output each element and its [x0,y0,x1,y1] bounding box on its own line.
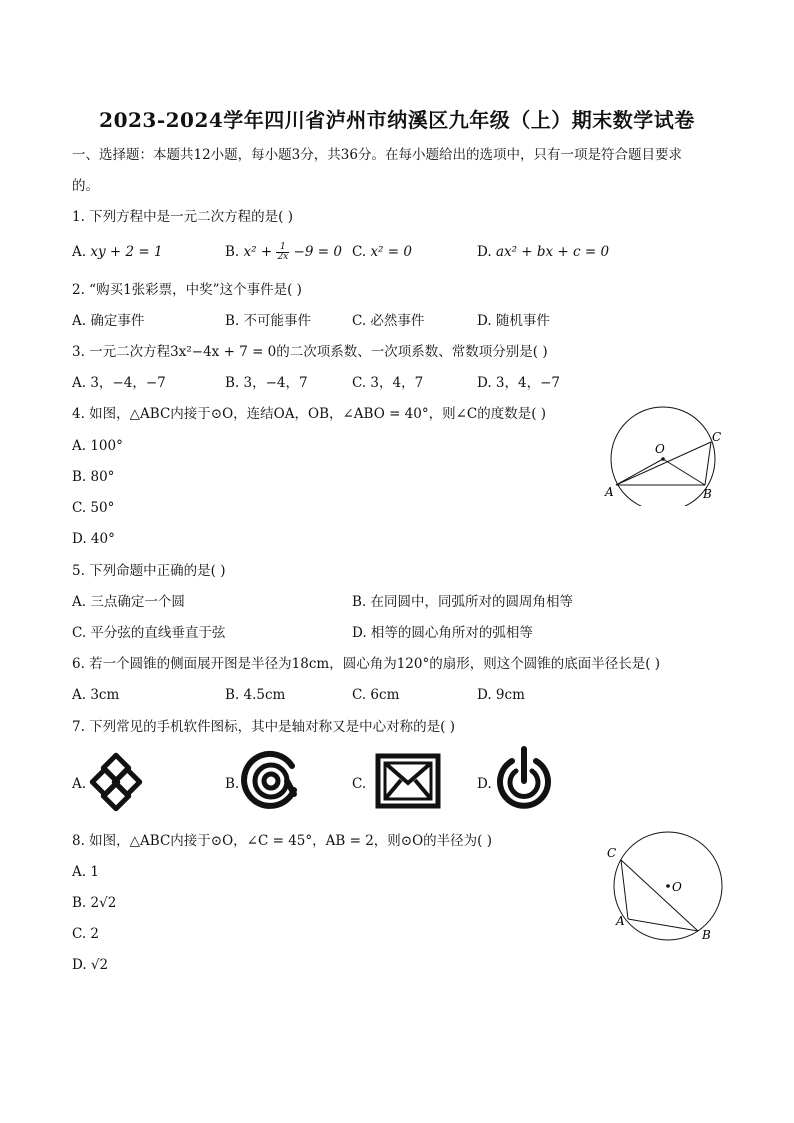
label-o: O [655,442,665,456]
diamond-grid-icon [88,752,144,812]
question-4-option-b: B. 80° [72,469,115,485]
center-point [666,884,670,888]
question-4-stem: 4. 如图，△ABC内接于⊙O，连结OA，OB，∠ABO = 40°，则∠C的度数是( ) [72,406,547,422]
question-6-stem: 6. 若一个圆锥的侧面展开图是半径为18cm，圆心角为120°的扇形，则这个圆锥的底面半径长是( ) [72,656,661,672]
at-sign-icon [240,750,302,812]
question-8-option-b: B. 2√2 [72,895,117,911]
question-2-option-d: D. 随机事件 [477,313,550,329]
label-o: O [672,880,682,894]
question-7-option-a-label: A. [72,776,87,792]
question-8-figure [600,825,730,945]
label-a: A [605,485,614,499]
question-5-option-b: B. 在同圆中，同弧所对的圆周角相等 [352,594,574,610]
circle-o [611,407,715,506]
question-1-option-d: D. ax² + bx + c = 0 [477,244,610,260]
segment-ob [663,459,705,485]
segment-oa [616,459,663,485]
question-3-stem: 3. 一元二次方程3x²−4x + 7 = 0的二次项系数、一次项系数、常数项分别是( ) [72,344,548,360]
question-4-option-c: C. 50° [72,500,115,516]
question-6-option-b: B. 4.5cm [225,687,286,703]
fraction: $\frac{1}{2x}$ [277,242,289,262]
question-1-stem: 1. 下列方程中是一元二次方程的是( ) [72,209,293,225]
question-7-option-d-label: D. [477,776,492,792]
question-2-stem: 2. “购买1张彩票，中奖”这个事件是( ) [72,282,302,298]
question-4-figure [598,406,730,506]
label-b: B [703,487,712,501]
question-3-option-d: D. 3，4，−7 [477,375,561,391]
question-6-option-c: C. 6cm [352,687,400,703]
power-icon [494,745,554,813]
question-7-option-b-label: B. [225,776,240,792]
question-8-option-a: A. 1 [72,864,99,880]
section-heading-line2: 的。 [72,178,99,194]
label-c: C [712,430,722,444]
question-4-option-d: D. 40° [72,531,115,547]
question-8-stem: 8. 如图，△ABC内接于⊙O，∠C = 45°，AB = 2，则⊙O的半径为( ) [72,833,493,849]
center-point [661,457,665,461]
question-8-option-c: C. 2 [72,926,100,942]
question-4-option-a: A. 100° [72,438,123,454]
label-a: A [616,914,625,928]
label-b: B [702,928,711,942]
question-3-option-a: A. 3，−4，−7 [72,375,166,391]
envelope-icon [374,752,442,810]
question-5-option-c: C. 平分弦的直线垂直于弦 [72,625,226,641]
question-3-option-c: C. 3，4，7 [352,375,424,391]
question-2-option-a: A. 确定事件 [72,313,145,329]
question-6-option-a: A. 3cm [72,687,120,703]
question-3-option-b: B. 3，−4，7 [225,375,308,391]
section-heading-line1: 一、选择题：本题共12小题，每小题3分，共36分。在每小题给出的选项中，只有一项是符合题目要求 [72,147,682,163]
segment-bc [705,442,711,485]
question-2-option-c: C. 必然事件 [352,313,425,329]
page-title: 2023-2024学年四川省泸州市纳溪区九年级（上）期末数学试卷 [99,108,695,132]
segment-cb [621,860,698,931]
question-5-stem: 5. 下列命题中正确的是( ) [72,563,226,579]
segment-ca [621,860,628,919]
question-5-option-d: D. 相等的圆心角所对的弧相等 [352,625,533,641]
question-7-option-c-label: C. [352,776,367,792]
label-c: C [607,846,617,860]
question-5-option-a: A. 三点确定一个圆 [72,594,185,610]
question-1-option-b: B. x² + $\frac{1}{2x}$ −9 = 0 [225,242,342,262]
question-2-option-b: B. 不可能事件 [225,313,312,329]
question-7-stem: 7. 下列常见的手机软件图标，其中是轴对称又是中心对称的是( ) [72,719,455,735]
question-6-option-d: D. 9cm [477,687,525,703]
question-8-option-d: D. √2 [72,957,109,973]
question-1-option-a: A. xy + 2 = 1 [72,244,163,260]
question-1-option-c: C. x² = 0 [352,244,412,260]
